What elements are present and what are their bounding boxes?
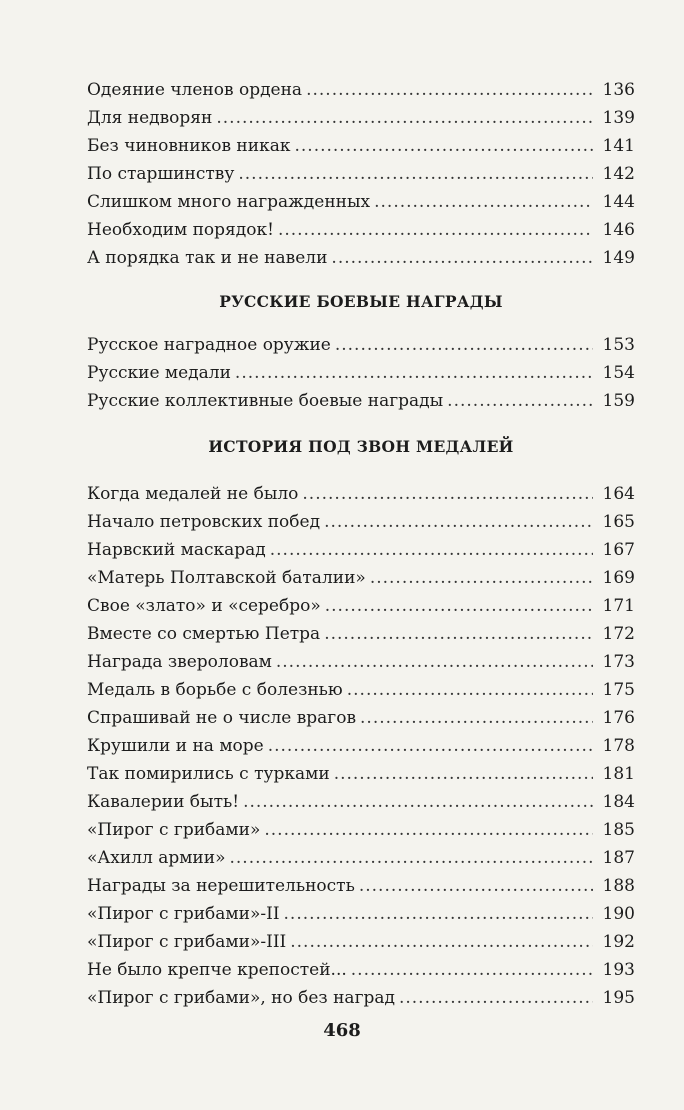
page-number: 468 [323, 1020, 361, 1041]
toc-entry-title: «Пирог с грибами»-III [87, 932, 287, 952]
toc-leader-dots [238, 160, 593, 188]
toc-leader-dots [399, 984, 593, 1012]
toc-entry-page: 193 [602, 960, 635, 980]
toc-entry [87, 76, 635, 104]
toc-entry-page: 136 [602, 80, 635, 100]
toc-entry-page: 153 [602, 335, 635, 355]
toc-entry [87, 872, 635, 900]
toc-entry-title: Так помирились с турками [87, 764, 330, 784]
toc-entry-title: Для недворян [87, 108, 213, 128]
toc-entry-page: 164 [602, 484, 635, 504]
toc-entry [87, 132, 635, 160]
toc-entry [87, 480, 635, 508]
toc-entry-title: Свое «злато» и «серебро» [87, 596, 321, 616]
toc-entry [87, 564, 635, 592]
toc-leader-dots [374, 188, 593, 216]
toc-leader-dots [334, 760, 593, 788]
toc-entry-page: 167 [602, 540, 635, 560]
toc-entry [87, 244, 635, 272]
toc-leader-dots [276, 648, 593, 676]
toc-entry [87, 508, 635, 536]
toc-entry [87, 160, 635, 188]
toc-entry [87, 760, 635, 788]
toc-entry-title: Награда звероловам [87, 652, 272, 672]
toc-entry-title: «Пирог с грибами», но без наград [87, 988, 395, 1008]
toc-entry [87, 387, 635, 415]
toc-entry-page: 146 [602, 220, 635, 240]
toc-entry-page: 195 [602, 988, 635, 1008]
toc-leader-dots [264, 816, 593, 844]
toc-entry-title: Крушили и на море [87, 736, 264, 756]
toc-entry-title: Награды за нерешительность [87, 876, 355, 896]
toc-leader-dots [325, 592, 593, 620]
toc-entry-title: Слишком много награжденных [87, 192, 371, 212]
toc-entry [87, 331, 635, 359]
toc-entry-page: 176 [602, 708, 635, 728]
toc-entry [87, 984, 635, 1012]
toc-entry-title: Медаль в борьбе с болезнью [87, 680, 343, 700]
toc-leader-dots [306, 76, 593, 104]
toc-leader-dots [270, 536, 593, 564]
toc-entry-page: 173 [602, 652, 635, 672]
toc-leader-dots [447, 387, 593, 415]
toc-entry [87, 359, 635, 387]
toc-leader-dots [351, 956, 593, 984]
toc-entry [87, 928, 635, 956]
toc-entry-page: 181 [602, 764, 635, 784]
table-of-contents [87, 76, 635, 1012]
toc-entry [87, 592, 635, 620]
toc-leader-dots [284, 900, 593, 928]
toc-entry-page: 141 [602, 136, 635, 156]
toc-entry-title: «Пирог с грибами»-II [87, 904, 280, 924]
toc-leader-dots [360, 704, 593, 732]
toc-group-2 [87, 331, 635, 415]
toc-entry [87, 816, 635, 844]
toc-entry [87, 844, 635, 872]
toc-entry-page: 142 [602, 164, 635, 184]
toc-entry [87, 648, 635, 676]
toc-leader-dots [290, 928, 593, 956]
section-heading: РУССКИЕ БОЕВЫЕ НАГРАДЫ [219, 292, 503, 311]
toc-entry-page: 172 [602, 624, 635, 644]
toc-entry-page: 154 [602, 363, 635, 383]
toc-leader-dots [302, 480, 593, 508]
toc-entry-title: Начало петровских побед [87, 512, 321, 532]
toc-entry-page: 144 [602, 192, 635, 212]
toc-entry [87, 900, 635, 928]
toc-entry-title: Одеяние членов ордена [87, 80, 303, 100]
toc-entry [87, 536, 635, 564]
section-heading: ИСТОРИЯ ПОД ЗВОН МЕДАЛЕЙ [208, 437, 514, 456]
toc-leader-dots [278, 216, 593, 244]
toc-leader-dots [230, 844, 594, 872]
toc-entry-page: 187 [602, 848, 635, 868]
toc-entry [87, 676, 635, 704]
toc-entry-title: Нарвский маскарад [87, 540, 266, 560]
toc-entry-title: Необходим порядок! [87, 220, 274, 240]
toc-leader-dots [324, 620, 593, 648]
toc-leader-dots [235, 359, 593, 387]
toc-entry-page: 171 [602, 596, 635, 616]
toc-entry-title: Русские коллективные боевые награды [87, 391, 444, 411]
toc-entry-page: 169 [602, 568, 635, 588]
toc-entry-page: 192 [602, 932, 635, 952]
toc-entry-page: 185 [602, 820, 635, 840]
toc-entry-title: Когда медалей не было [87, 484, 299, 504]
toc-entry [87, 188, 635, 216]
toc-group-3 [87, 480, 635, 1012]
toc-entry-page: 184 [602, 792, 635, 812]
toc-entry-title: «Пирог с грибами» [87, 820, 261, 840]
toc-entry [87, 620, 635, 648]
toc-entry-title: Русские медали [87, 363, 231, 383]
toc-group-1 [87, 76, 635, 272]
toc-entry-page: 165 [602, 512, 635, 532]
toc-entry-title: «Матерь Полтавской баталии» [87, 568, 366, 588]
toc-entry-page: 190 [602, 904, 635, 924]
toc-entry [87, 956, 635, 984]
toc-entry-page: 149 [602, 248, 635, 268]
toc-entry-title: Вместе со смертью Петра [87, 624, 321, 644]
toc-leader-dots [335, 331, 593, 359]
toc-leader-dots [294, 132, 593, 160]
toc-entry [87, 216, 635, 244]
toc-entry [87, 704, 635, 732]
toc-entry-page: 178 [602, 736, 635, 756]
toc-entry [87, 788, 635, 816]
toc-entry [87, 732, 635, 760]
toc-leader-dots [268, 732, 593, 760]
toc-leader-dots [324, 508, 593, 536]
toc-entry-page: 139 [602, 108, 635, 128]
toc-entry-title: А порядка так и не навели [87, 248, 328, 268]
toc-entry-title: Без чиновников никак [87, 136, 291, 156]
toc-entry-title: Русское наградное оружие [87, 335, 331, 355]
toc-entry-page: 188 [602, 876, 635, 896]
toc-leader-dots [216, 104, 593, 132]
toc-entry-page: 159 [602, 391, 635, 411]
toc-leader-dots [331, 244, 593, 272]
toc-entry-title: «Ахилл армии» [87, 848, 226, 868]
toc-entry-title: Не было крепче крепостей... [87, 960, 347, 980]
toc-entry-title: Кавалерии быть! [87, 792, 240, 812]
toc-entry [87, 104, 635, 132]
toc-leader-dots [243, 788, 593, 816]
toc-leader-dots [359, 872, 593, 900]
toc-entry-title: Спрашивай не о числе врагов [87, 708, 357, 728]
toc-leader-dots [347, 676, 593, 704]
toc-entry-page: 175 [602, 680, 635, 700]
toc-leader-dots [370, 564, 593, 592]
toc-entry-title: По старшинству [87, 164, 235, 184]
